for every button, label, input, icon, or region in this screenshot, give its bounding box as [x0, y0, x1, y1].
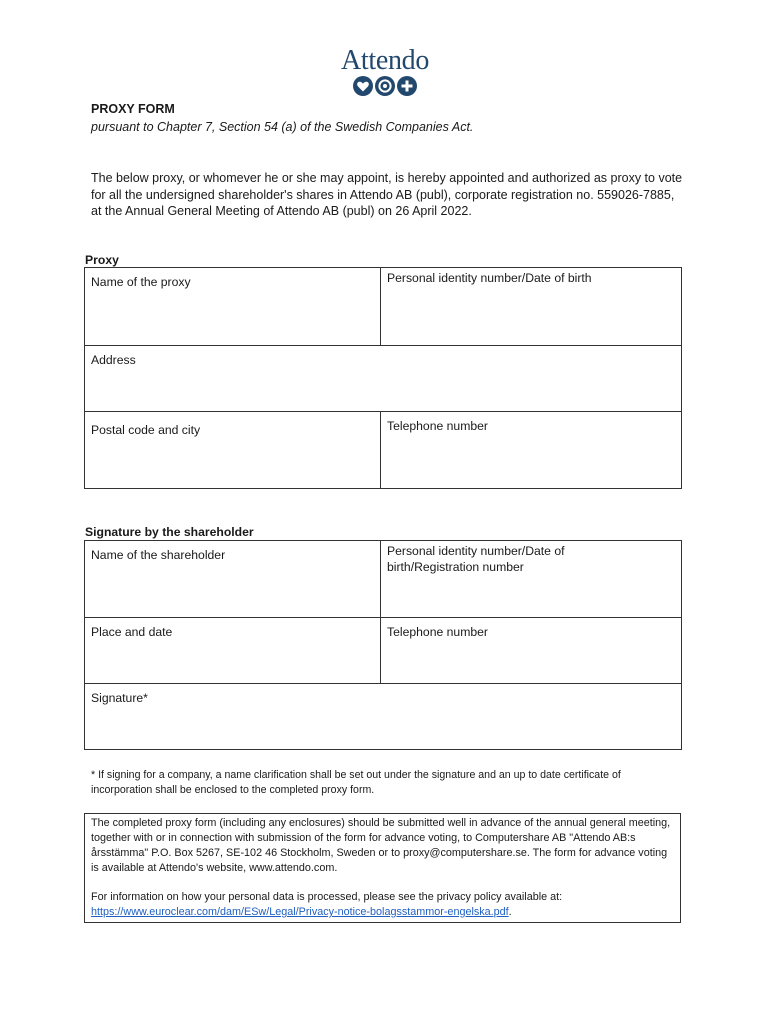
privacy-intro-text: For information on how your personal data is processed, please see the privacy policy available at: [91, 891, 563, 903]
proxy-address-label: Address [91, 353, 136, 367]
signature-table [84, 540, 682, 750]
proxy-postal-field[interactable] [85, 412, 381, 489]
shareholder-name-field[interactable] [85, 541, 381, 618]
privacy-policy-link[interactable]: https://www.euroclear.com/dam/ESw/Legal/Privacy-notice-bolagsstammor-engelska.pdf [91, 906, 509, 918]
signature-section-heading: Signature by the shareholder [85, 525, 254, 539]
logo-icon-row [326, 76, 444, 96]
proxy-name-label: Name of the proxy [91, 275, 191, 289]
logo-wordmark: Attendo [340, 45, 430, 76]
proxy-address-field[interactable] [85, 346, 682, 412]
proxy-postal-label: Postal code and city [91, 423, 201, 437]
signature-label: Signature* [91, 691, 148, 705]
shareholder-pin-label: Personal identity number/Date of birth/Registration number [387, 544, 565, 574]
heart-icon [353, 76, 373, 96]
proxy-name-field[interactable] [85, 268, 381, 346]
privacy-paragraph [91, 890, 674, 920]
proxy-pin-label: Personal identity number/Date of birth [387, 271, 592, 285]
place-date-label: Place and date [91, 625, 173, 639]
submission-info-box [84, 813, 681, 923]
footnote: * If signing for a company, a name clarification shall be set out under the signature and an up to date certificate of incorporation shall be enclosed to the completed proxy form. [91, 769, 621, 796]
page-subtitle: pursuant to Chapter 7, Section 54 (a) of the Swedish Companies Act. [91, 120, 474, 134]
place-date-field[interactable] [85, 618, 381, 684]
shareholder-name-label: Name of the shareholder [91, 548, 226, 562]
shareholder-pin-field[interactable] [381, 541, 682, 618]
page-title: PROXY FORM [91, 102, 175, 116]
proxy-table [84, 267, 682, 489]
plus-icon [397, 76, 417, 96]
target-icon [375, 76, 395, 96]
attendo-logo [326, 46, 444, 96]
proxy-section-heading: Proxy [85, 253, 119, 267]
intro-paragraph: The below proxy, or whomever he or she may appoint, is hereby appointed and authorized as proxy to vote for all the undersigned shareholder's shares in Attendo AB (publ), corporate registration no. 559026-7885, at the Annual General Meeting of Attendo AB (publ) on 26 April 2022. [91, 171, 683, 218]
signature-field[interactable] [85, 684, 682, 750]
proxy-phone-label: Telephone number [387, 419, 488, 433]
submission-paragraph: The completed proxy form (including any enclosures) should be submitted well in advance of the annual general meeting, together with or in connection with submission of the form for advance voting, to Computershare AB "Attendo AB:s årsstämma" P.O. Box 5267, SE-102 46 Stockholm, Sweden or to proxy@computershare.se. The form for advance voting is available at Attendo's website, www.attendo.com. [91, 817, 671, 874]
proxy-phone-field[interactable] [381, 412, 682, 489]
privacy-period: . [508, 906, 512, 918]
shareholder-phone-label: Telephone number [387, 625, 488, 639]
shareholder-phone-field[interactable] [381, 618, 682, 684]
proxy-pin-field[interactable] [381, 268, 682, 346]
